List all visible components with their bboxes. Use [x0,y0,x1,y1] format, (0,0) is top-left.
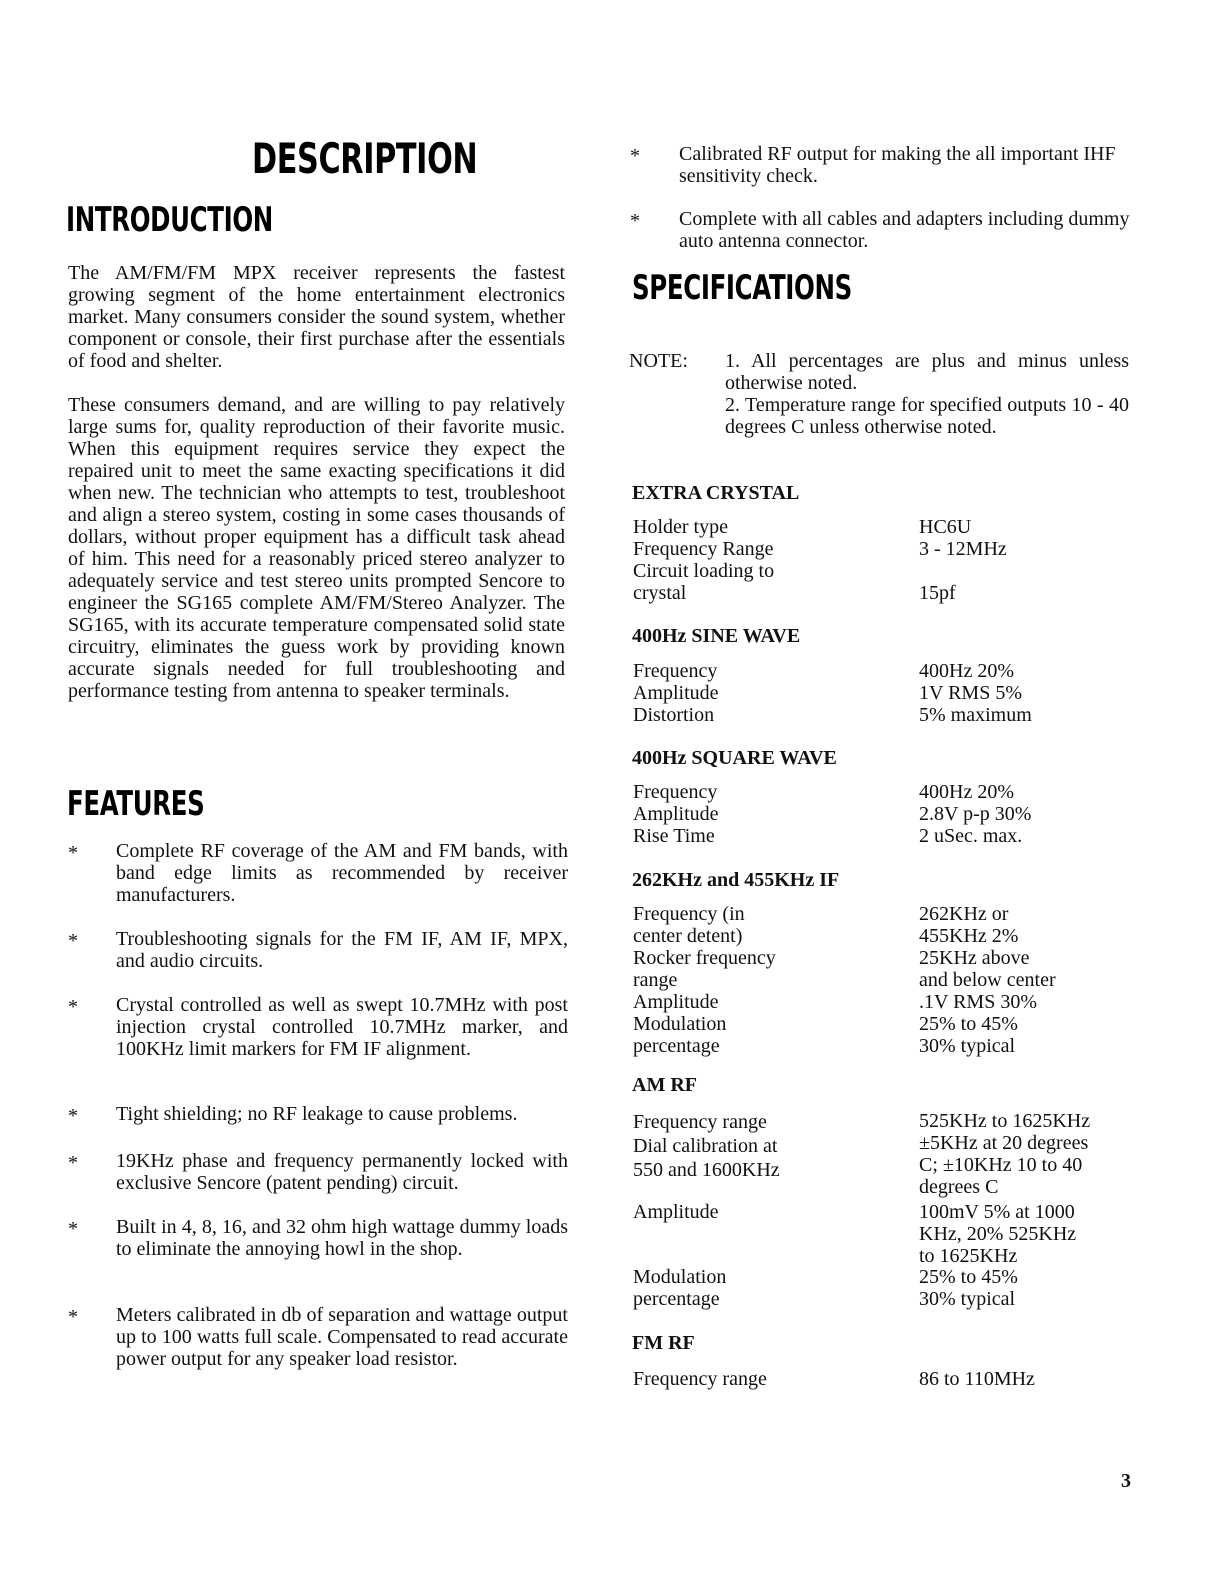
spec-section-title: AM RF [632,1074,697,1096]
spec-values: 400Hz 20% 2.8V p-p 30% 2 uSec. max. [919,781,1032,847]
features-heading: FEATURES [67,784,205,824]
bullet-star: * [68,1218,78,1240]
spec-values: 25% to 45% 30% typical [919,1266,1018,1310]
feature-text: Crystal controlled as well as swept 10.7MHz with post injection crystal controlled 10.7MHz marker, and 100KHz limit markers for FM IF alignment. [116,994,568,1060]
bullet-star: * [68,842,78,864]
note-label: NOTE: [629,350,688,372]
bullet-star: * [68,930,78,952]
spec-values: 400Hz 20% 1V RMS 5% 5% maximum [919,660,1032,726]
spec-values: 525KHz to 1625KHz ±5KHz at 20 degrees C; ±10KHz 10 to 40 degrees C [919,1110,1091,1198]
specifications-heading: SPECIFICATIONS [632,268,852,308]
specifications-note [629,350,1129,438]
spec-labels: Holder type Frequency Range Circuit loading to crystal [633,516,775,604]
spec-labels: Frequency Amplitude Rise Time [633,781,719,847]
page-number: 3 [1121,1470,1131,1492]
spec-values: 100mV 5% at 1000 KHz, 20% 525KHz to 1625KHz [919,1201,1077,1267]
introduction-body [68,262,565,724]
feature-text: 19KHz phase and frequency permanently locked with exclusive Sencore (patent pending) circuit. [116,1150,568,1194]
feature-item [68,1150,568,1194]
feature-text: Complete RF coverage of the AM and FM bands, with band edge limits as recommended by receiver manufacturers. [116,840,568,906]
spec-section-title: 400Hz SQUARE WAVE [632,747,837,769]
spec-section-title: EXTRA CRYSTAL [632,482,800,504]
feature-item [68,1304,568,1370]
feature-text: Calibrated RF output for making the all important IHF sensitivity check. [679,143,1116,187]
note-item-2: 2. Temperature range for specified outputs 10 - 40 degrees C unless otherwise noted. [725,394,1129,438]
feature-item [68,928,568,972]
spec-labels: Amplitude [633,1201,719,1223]
description-heading: DESCRIPTION [252,134,478,183]
feature-text: Tight shielding; no RF leakage to cause problems. [116,1103,518,1125]
feature-text: Built in 4, 8, 16, and 32 ohm high wattage dummy loads to eliminate the annoying howl in the shop. [116,1216,568,1260]
introduction-heading: INTRODUCTION [66,200,273,240]
feature-text: Complete with all cables and adapters including dummy auto antenna connector. [679,208,1130,252]
spec-labels: Modulation percentage [633,1266,727,1310]
intro-paragraph-2: These consumers demand, and are willing to pay relatively large sums for, quality reproduction of their favorite music. When this equipment requires service they expect the repaired unit to meet the same exacting specifications it did when new. The technician who attempts to test, troubleshoot and align a stereo system, costing in some cases thousands of dollars, without proper equipment has a difficult task ahead of him. This need for a reasonably priced stereo analyzer to adequately service and test stereo units prompted Sencore to engineer the SG165 complete AM/FM/Stereo Analyzer. The SG165, with its accurate temperature compensated solid state circuitry, eliminates the guess work by providing known accurate signals needed for full troubleshooting and performance testing from antenna to speaker terminals. [68,394,565,702]
bullet-star: * [68,996,78,1018]
spec-values: 86 to 110MHz [919,1368,1035,1390]
note-item-1: 1. All percentages are plus and minus unless otherwise noted. [725,350,1129,394]
feature-item [630,208,1130,252]
bullet-star: * [68,1105,78,1127]
spec-section-title: 400Hz SINE WAVE [632,625,801,647]
feature-item [68,994,568,1060]
spec-labels: Frequency Amplitude Distortion [633,660,719,726]
bullet-star: * [68,1152,78,1174]
bullet-star: * [630,145,640,167]
spec-labels: Frequency (in center detent) Rocker frequency range Amplitude Modulation percentage [633,903,776,1057]
spec-values: 262KHz or 455KHz 2% 25KHz above and below center .1V RMS 30% 25% to 45% 30% typical [919,903,1056,1057]
feature-text: Troubleshooting signals for the FM IF, AM IF, MPX, and audio circuits. [116,928,568,972]
spec-labels: Frequency range Dial calibration at 550 and 1600KHz [633,1111,780,1181]
feature-item [68,840,568,906]
bullet-star: * [68,1306,78,1328]
bullet-star: * [630,210,640,232]
feature-item [68,1103,568,1125]
spec-section-title: FM RF [632,1332,695,1354]
feature-item [68,1216,568,1260]
spec-labels: Frequency range [633,1368,767,1390]
feature-text: Meters calibrated in db of separation and wattage output up to 100 watts full scale. Compensated to read accurate power output for any speaker load resistor. [116,1304,568,1370]
intro-paragraph-1: The AM/FM/FM MPX receiver represents the fastest growing segment of the home entertainment electronics market. Many consumers consider the sound system, whether component or console, their first purchase after the essentials of food and shelter. [68,262,565,372]
feature-item [630,143,1130,187]
spec-section-title: 262KHz and 455KHz IF [632,869,840,891]
spec-values: HC6U 3 - 12MHz 15pf [919,516,1007,604]
